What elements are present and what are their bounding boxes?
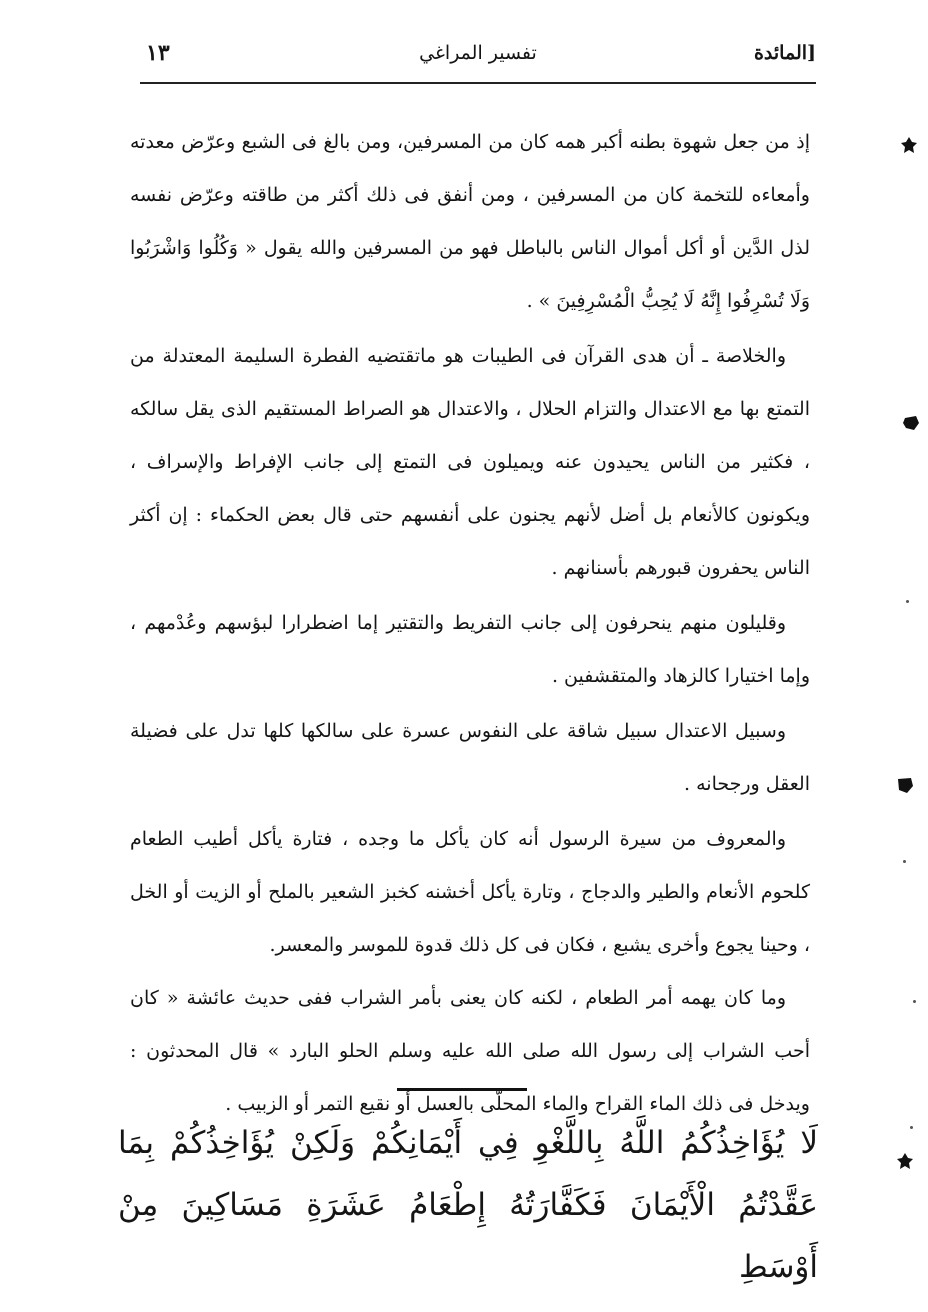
margin-mark-icon [896,776,914,794]
page-header [140,38,816,78]
scan-speck [913,1000,916,1003]
page-number: ١٣ [146,40,170,66]
header-rule [140,82,816,84]
scan-speck [906,600,909,603]
commentary-text [130,116,810,1131]
scan-speck [903,860,906,863]
paragraph: والمعروف من سيرة الرسول أنه كان يأكل ما وجده ، فتارة يأكل أطيب الطعام كلحوم الأنعام والطير والدجاج ، وتارة يأكل أخشنه كخبز الشعير بالملح أو الزيت أو الخل ، وحينا يجوع وأخرى يشبع ، فكان فى كل ذلك قدوة للموسر والمعسر. [130,828,810,956]
margin-mark-icon [902,414,920,432]
paragraph: وقليلون منهم ينحرفون إلى جانب التفريط والتقتير إما اضطرارا لبؤسهم وعُدْمهم ، وإما اختيارا كالزهاد والمتقشفين . [130,612,810,687]
margin-mark-icon [896,1152,914,1170]
paragraph: وما كان يهمه أمر الطعام ، لكنه كان يعنى بأمر الشراب ففى حديث عائشة « كان أحب الشراب إلى رسول الله صلى الله عليه وسلم الحلو البارد » قال المحدثون : ويدخل فى ذلك الماء القراح والماء المحلّى بالعسل أو نقيع التمر أو الزبيب . [130,987,810,1115]
paragraph: إذ من جعل شهوة بطنه أكبر همه كان من المسرفين، ومن بالغ فى الشبع وعرّض معدته وأمعاءه للتخمة كان من المسرفين ، ومن أنفق فى ذلك أكثر من طاقته وعرّض نفسه لذل الدَّين أو أكل أموال الناس بالباطل فهو من المسرفين والله يقول « وَكُلُوا وَاشْرَبُوا وَلَا تُسْرِفُوا إِنَّهُ لَا يُحِبُّ الْمُسْرِفِينَ » . [130,131,810,312]
surah-name: [المائدة [753,42,816,64]
section-divider [397,1088,527,1091]
verse-text: لَا يُؤَاخِذُكُمُ اللَّهُ بِاللَّغْوِ فِي أَيْمَانِكُمْ وَلَكِنْ يُؤَاخِذُكُمْ بِمَا عَقَّدْتُمُ الْأَيْمَانَ فَكَفَّارَتُهُ إِطْعَامُ عَشَرَةِ مَسَاكِينَ مِنْ أَوْسَطِ [118,1125,818,1285]
scan-speck [910,1126,913,1129]
margin-mark-icon [900,136,918,154]
paragraph: وسبيل الاعتدال سبيل شاقة على النفوس عسرة على سالكها كلها تدل على فضيلة العقل ورجحانه . [130,720,810,795]
book-title: تفسير المراغي [419,42,537,64]
quran-verse [118,1112,818,1298]
paragraph: والخلاصة ـ أن هدى القرآن فى الطيبات هو ماتقتضيه الفطرة السليمة المعتدلة من التمتع بها مع الاعتدال والتزام الحلال ، والاعتدال هو الصراط المستقيم الذى يقل سالكه ، فكثير من الناس يحيدون عنه ويميلون فى التمتع إلى جانب الإفراط والإسراف ، ويكونون كالأنعام بل أضل لأنهم يجنون على أنفسهم حتى قال بعض الحكماء : إن أكثر الناس يحفرون قبورهم بأسنانهم . [130,345,810,579]
